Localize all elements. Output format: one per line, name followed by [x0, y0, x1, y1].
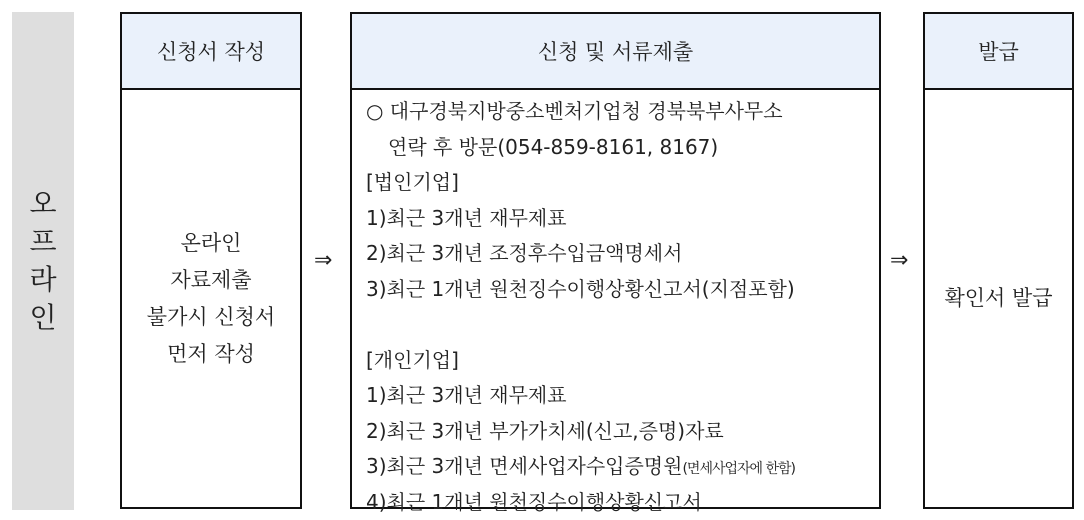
list-item-note: (면세사업자에 한함)	[682, 461, 795, 477]
body-line: 확인서 발급	[944, 280, 1052, 317]
offline-side-label	[12, 12, 74, 510]
flow-arrow: ⇒	[890, 248, 908, 273]
side-label-char: 프	[29, 223, 56, 261]
body-line: 불가시 신청서	[147, 299, 275, 336]
list-item: 연락 후 방문(054-859-8161, 8167)	[366, 130, 879, 166]
list-item: 2)최근 3개년 조정후수입금액명세서	[366, 236, 879, 272]
list-item: 2)최근 3개년 부가가치세(신고,증명)자료	[366, 414, 879, 450]
step-header: 발급	[925, 14, 1072, 90]
list-item	[366, 307, 879, 343]
list-item: 1)최근 3개년 재무제표	[366, 378, 879, 414]
list-item: [개인기업]	[366, 343, 879, 379]
list-item: 4)최근 1개년 원천징수이행상황신고서	[366, 485, 879, 520]
document-list	[352, 90, 879, 520]
step-body	[352, 90, 879, 507]
step-body-text	[122, 90, 300, 507]
side-label-char: 라	[29, 261, 56, 299]
list-item: 3)최근 1개년 원천징수이행상황신고서(지점포함)	[366, 272, 879, 308]
side-label-char: 인	[29, 299, 56, 337]
list-item: 1)최근 3개년 재무제표	[366, 201, 879, 237]
list-item	[366, 449, 879, 485]
step-body	[122, 90, 300, 507]
flow-arrow: ⇒	[314, 248, 332, 273]
step-header: 신청서 작성	[122, 14, 300, 90]
step-header: 신청 및 서류제출	[352, 14, 879, 90]
step-body	[925, 90, 1072, 507]
step-submit-documents	[350, 12, 881, 509]
step-application-form	[120, 12, 302, 509]
body-line: 자료제출	[170, 262, 251, 299]
step-body-text	[925, 90, 1072, 507]
list-item: [법인기업]	[366, 165, 879, 201]
step-issuance	[923, 12, 1074, 509]
side-label-char: 오	[29, 185, 56, 223]
body-line: 온라인	[181, 225, 242, 262]
list-item: ○ 대구경북지방중소벤처기업청 경북북부사무소	[366, 94, 879, 130]
list-item-text: 3)최근 3개년 면세사업자수입증명원	[366, 454, 682, 478]
body-line: 먼저 작성	[167, 336, 255, 373]
